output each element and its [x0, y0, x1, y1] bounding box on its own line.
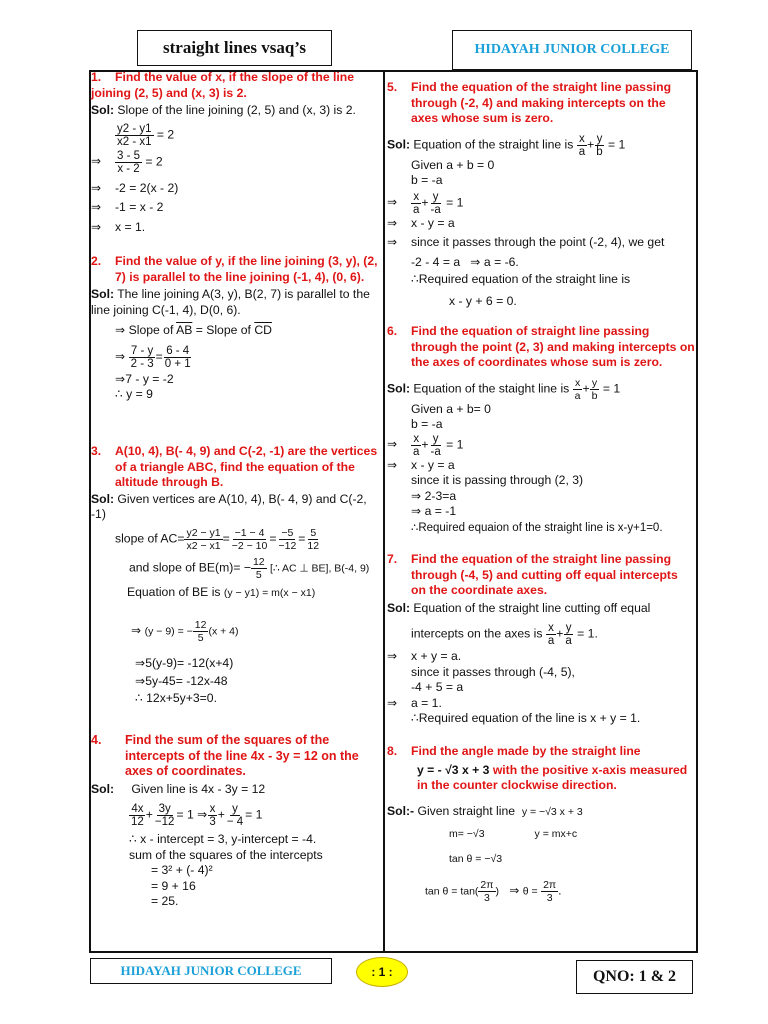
- fraction: $\frac{3y}{-12}$: [154, 803, 175, 828]
- question-number-box: QNO: 1 & 2: [576, 960, 693, 994]
- arrow-icon: ⇒: [387, 649, 398, 663]
- arrow-icon: ⇒: [387, 215, 398, 230]
- math-text: b = -a: [411, 173, 443, 187]
- math-text: -4 + 5 = a: [411, 680, 464, 694]
- math-text: = 2: [145, 154, 163, 169]
- math-text: = 1: [245, 807, 263, 822]
- math-text: Given a + b = 0: [411, 157, 495, 172]
- math-text: x - y = a: [411, 457, 455, 472]
- math-text: (y − y1) = m(x − x1): [223, 586, 316, 599]
- math-text: x = 1.: [115, 219, 146, 234]
- math-text: = 2: [156, 127, 175, 142]
- fraction: $\frac{y2 - y1}{x2 - x1}$: [117, 122, 152, 148]
- math-text: Slope of: [128, 323, 174, 337]
- math-text: θ =: [522, 885, 538, 898]
- arrow-icon: ⇒: [135, 656, 146, 670]
- sol-label: Sol:: [387, 381, 411, 396]
- math-text: a = 1.: [411, 695, 442, 710]
- arrow-icon: ⇒: [91, 219, 102, 234]
- math-text: -2 = 2(x - 2): [115, 180, 179, 195]
- fraction: $\frac{x}{a}$: [547, 622, 555, 647]
- fraction: $\frac{y}{-a}$: [430, 190, 441, 216]
- sol-text: Equation of the staight line is: [413, 381, 570, 396]
- math-text: = 1 ⇒: [176, 807, 208, 822]
- question-3: 3. A(10, 4), B(- 4, 9) and C(-2, -1) are the vertices of a triangle ABC, find the equation of the altitude through B. Sol: Given vertices are A(10, 4), B(- 4, 9) and C(-2, -1) slope of AC= $\frac{y2 - y1}{x2 - x1}$ = $\frac{-1 - 4}{-2 - 10}$ = $\frac{-5}{-12}$ = $\frac{5}{12}$ and slope of BE(m)= − $\frac{12}{5}$ [∴ AC ⊥ BE], B(-4, 9) Equation of BE is (y − y1) = m(x − x1) ⇒ (y − 9) = − $\frac{12}{5}$ (x + 4) ⇒5(y-9)= -12(x+4) ⇒5y-45= -12x-48 ∴ 12x+5y+3=0.: [91, 444, 381, 707]
- math-text: a = -1: [424, 504, 457, 518]
- math-text: 2-3=a: [424, 488, 457, 503]
- question-number: 1.: [91, 70, 102, 84]
- math-text: = 3² + (- 4)²: [151, 863, 213, 877]
- arrow-icon: ⇒: [411, 504, 422, 518]
- question-number: 3.: [91, 444, 102, 458]
- sol-label: Sol:: [91, 781, 115, 796]
- fraction: $\frac{2\pi}{3}$: [480, 879, 494, 904]
- arrow-icon: ⇒: [91, 200, 102, 214]
- math-text: b = -a: [411, 417, 443, 431]
- math-text: and slope of BE(m)= −: [129, 560, 251, 575]
- question-5: 5. Find the equation of the straight line passing through (-2, 4) and making intercepts on the axes whose sum is zero. Sol: Equation of the straight line is $\frac{x}{a}$ + $\frac{y}{b}$ = 1 Given a + b = 0 b = -a ⇒ $\frac{x}{a}$ + $\frac{y}{-a}$ = 1 ⇒ x - y = a ⇒ since it passes through the point (-2, 4), we get -2 - 4 = a ⇒ a = -6. ∴Required equation of the straight line is x - y + 6 = 0.: [387, 80, 695, 309]
- math-text: y = −√3 x + 3: [521, 805, 583, 818]
- fraction: $\frac{3 - 5}{x - 2}$: [117, 149, 141, 175]
- sol-text: Equation of the straight line is: [413, 137, 574, 152]
- arrow-icon: ⇒: [91, 180, 102, 195]
- math-text: intercepts on the axes is: [411, 626, 543, 641]
- question-7: 7. Find the equation of the straight line passing through (-4, 5) and cutting off equal intercepts on the coordinate axes. Sol: Equation of the straight line cutting off equal intercepts on the axes is $\frac{x}{a}$ + $\frac{y}{a}$ = 1. ⇒ x + y = a. since it passes through (-4, 5), -4 + 5 = a ⇒ a = 1. ∴Required equation of the line is x + y = 1.: [387, 552, 695, 727]
- arrow-icon: ⇒: [135, 673, 146, 688]
- math-text: 7 - y = -2: [125, 371, 174, 386]
- question-text: Find the angle made by the straight line: [411, 744, 641, 758]
- math-text: = 1: [446, 437, 464, 452]
- question-number: 7.: [387, 552, 398, 566]
- fraction: $\frac{-5}{-12}$: [278, 526, 297, 552]
- math-text: x + y = a.: [411, 649, 462, 663]
- question-number: 4.: [91, 733, 102, 747]
- fraction: $\frac{x}{a}$: [578, 132, 586, 158]
- math-text: $\overline{AB}$: [176, 323, 193, 337]
- math-text: (y − 9) = −: [144, 625, 193, 638]
- arrow-icon: ⇒: [115, 349, 126, 364]
- fraction: $\frac{y}{b}$: [596, 132, 603, 158]
- math-text: $\overline{CD}$: [254, 323, 272, 337]
- fraction: $\frac{12}{5}$: [194, 619, 207, 644]
- math-text: ∴Required equaion of the straight line is x-y+1=0.: [411, 521, 663, 534]
- fraction: $\frac{x}{a}$: [413, 432, 420, 458]
- question-text: with the positive x-axis measured in the counter clockwise direction.: [417, 762, 688, 792]
- math-text: .: [558, 883, 562, 898]
- math-text: m= −√3: [449, 828, 485, 840]
- sol-label: Sol:-: [387, 803, 415, 818]
- math-text: a = -6.: [483, 254, 519, 269]
- question-text: Find the value of y, if the line joining (3, y), (2, 7) is parallel to the line joining (-1, 4), (0, 6).: [115, 254, 378, 284]
- question-text: A(10, 4), B(- 4, 9) and C(-2, -1) are the vertices of a triangle ABC, find the equation of the altitude through B.: [115, 444, 378, 489]
- math-text: ∴Required equation of the straight line is: [411, 272, 631, 286]
- sol-label: Sol:: [91, 287, 115, 301]
- arrow-icon: ⇒: [115, 323, 126, 337]
- question-1: [91, 70, 381, 235]
- fraction: $\frac{y}{- 4}$: [226, 803, 244, 828]
- math-text: ∴Required equation of the line is x + y = 1.: [411, 711, 641, 725]
- sol-text: The line joining A(3, y), B(2, 7) is parallel to the line joining C(-1, 4), D(0, 6).: [91, 287, 370, 317]
- page-number-badge: : 1 :: [356, 957, 408, 987]
- question-number: 2.: [91, 254, 102, 268]
- question-text: Find the sum of the squares of the intercepts of the line 4x - 3y = 12 on the axes of coordinates.: [125, 733, 359, 778]
- math-text: Equation of BE is: [127, 584, 221, 599]
- sol-text: Given line is 4x - 3y = 12: [131, 781, 266, 796]
- college-header: HIDAYAH JUNIOR COLLEGE: [452, 30, 692, 70]
- math-text: -2 - 4 = a: [411, 254, 461, 269]
- math-text: ): [495, 885, 500, 898]
- fraction: $\frac{y}{-a}$: [430, 432, 441, 458]
- column-divider: [383, 70, 385, 953]
- arrow-icon: ⇒: [470, 254, 481, 269]
- question-equation: y = - √3 x + 3: [417, 762, 490, 777]
- math-text: since it passes through the point (-2, 4), we get: [411, 235, 665, 249]
- math-text: 5y-45= -12x-48: [145, 673, 228, 688]
- question-8: [387, 744, 695, 904]
- math-text: ∴ 12x+5y+3=0.: [135, 691, 217, 705]
- math-text: Given a + b= 0: [411, 401, 491, 416]
- math-text: slope of AC=: [115, 531, 185, 546]
- math-text: -1 = x - 2: [115, 200, 164, 214]
- college-footer: HIDAYAH JUNIOR COLLEGE: [90, 958, 332, 984]
- question-6: 6. Find the equation of straight line passing through the point (2, 3) and making intercepts on the axes of coordinates whose sum is zero. Sol: Equation of the staight line is $\frac{x}{a}$ + $\frac{y}{b}$ = 1 Given a + b= 0 b = -a ⇒ $\frac{x}{a}$ + $\frac{y}{-a}$ = 1 ⇒ x - y = a since it is passing through (2, 3) ⇒ 2-3=a ⇒ a = -1 ∴Required equaion of the straight line is x-y+1=0.: [387, 324, 695, 534]
- math-text: 5(y-9)= -12(x+4): [145, 656, 234, 670]
- fraction: $\frac{y}{b}$: [591, 376, 598, 402]
- math-text: [∴ AC ⊥ BE], B(-4, 9): [270, 562, 370, 575]
- arrow-icon: ⇒: [387, 695, 398, 710]
- math-text: y = mx+c: [534, 828, 578, 840]
- arrow-icon: ⇒: [387, 437, 398, 452]
- fraction: $\frac{5}{12}$: [307, 526, 320, 552]
- math-text: x - y = a: [411, 215, 455, 230]
- question-number: 8.: [387, 744, 398, 758]
- fraction: $\frac{12}{5}$: [252, 555, 265, 581]
- arrow-icon: ⇒: [387, 235, 398, 249]
- question-2: [91, 254, 381, 403]
- fraction: $\frac{2\pi}{3}$: [543, 879, 557, 904]
- sol-text: Equation of the straight line cutting off equal: [413, 600, 651, 615]
- arrow-icon: ⇒: [387, 195, 398, 210]
- math-text: = Slope of: [195, 323, 251, 337]
- arrow-icon: ⇒: [115, 371, 126, 386]
- sol-text: Slope of the line joining (2, 5) and (x, 3) is 2.: [117, 103, 356, 117]
- question-4: 4. Find the sum of the squares of the intercepts of the line 4x - 3y = 12 on the axes of coordinates. Sol: Given line is 4x - 3y = 12 $\frac{4x}{12}$ + $\frac{3y}{-12}$ = 1 ⇒ $\frac{x}{3}$ + $\frac{y}{- 4}$ = 1 ∴ x - intercept = 3, y-intercept = -4. sum of the squares of the intercepts = 3² + (- 4)² = 9 + 16 = 25.: [91, 733, 381, 910]
- math-text: ∴ x - intercept = 3, y-intercept = -4.: [129, 832, 317, 846]
- math-text: tan θ = tan(: [425, 885, 479, 898]
- fraction: $\frac{7 - y}{2 - 3}$: [130, 344, 154, 370]
- math-text: tan θ = −√3: [449, 852, 503, 865]
- fraction: $\frac{y2 - y1}{x2 - x1}$: [186, 526, 221, 552]
- math-text: = 25.: [151, 894, 179, 908]
- fraction: $\frac{4x}{12}$: [131, 803, 144, 828]
- math-text: = 1: [446, 195, 464, 210]
- arrow-icon: ⇒: [387, 457, 398, 472]
- math-text: x - y + 6 = 0.: [449, 293, 517, 308]
- fraction: $\frac{x}{a}$: [574, 376, 581, 402]
- sol-text: Given vertices are A(10, 4), B(- 4, 9) and C(-2, -1): [91, 491, 367, 521]
- fraction: $\frac{x}{a}$: [413, 190, 420, 216]
- math-text: (x + 4): [208, 625, 239, 638]
- math-text: sum of the squares of the intercepts: [129, 847, 323, 862]
- question-text: Find the equation of the straight line passing through (-4, 5) and cutting off equal intercepts on the coordinate axes.: [411, 552, 678, 597]
- fraction: $\frac{-1 - 4}{-2 - 10}$: [231, 526, 268, 552]
- question-text: Find the equation of straight line passing through the point (2, 3) and making intercepts on the axes of coordinates whose sum is zero.: [411, 324, 695, 369]
- math-text: since it is passing through (2, 3): [411, 473, 584, 487]
- math-text: = 1.: [577, 626, 598, 641]
- math-text: = 1: [602, 381, 621, 396]
- question-text: Find the equation of the straight line passing through (-2, 4) and making intercepts on the axes whose sum is zero.: [411, 80, 672, 125]
- document-title: straight lines vsaq’s: [137, 30, 332, 66]
- math-text: = 9 + 16: [151, 878, 196, 893]
- sol-label: Sol:: [387, 137, 411, 152]
- math-text: =: [155, 349, 163, 364]
- question-number: 6.: [387, 324, 398, 338]
- question-text: Find the value of x, if the slope of the line joining (2, 5) and (x, 3) is 2.: [91, 70, 355, 100]
- sol-label: Sol:: [91, 491, 115, 506]
- sol-label: Sol:: [91, 103, 115, 117]
- arrow-icon: ⇒: [131, 623, 142, 638]
- arrow-icon: ⇒: [411, 488, 422, 503]
- sol-text: Given straight line: [417, 803, 516, 818]
- sol-label: Sol:: [387, 600, 411, 615]
- arrow-icon: ⇒: [91, 154, 102, 169]
- fraction: $\frac{6 - 4}{0 + 1}$: [164, 344, 191, 370]
- fraction: $\frac{x}{3}$: [209, 803, 216, 828]
- arrow-icon: ⇒: [509, 883, 520, 898]
- math-text: = 1: [608, 137, 626, 152]
- question-number: 5.: [387, 80, 398, 94]
- fraction: $\frac{y}{a}$: [565, 622, 572, 647]
- math-text: ∴ y = 9: [115, 387, 153, 401]
- math-text: since it passes through (-4, 5),: [411, 664, 575, 679]
